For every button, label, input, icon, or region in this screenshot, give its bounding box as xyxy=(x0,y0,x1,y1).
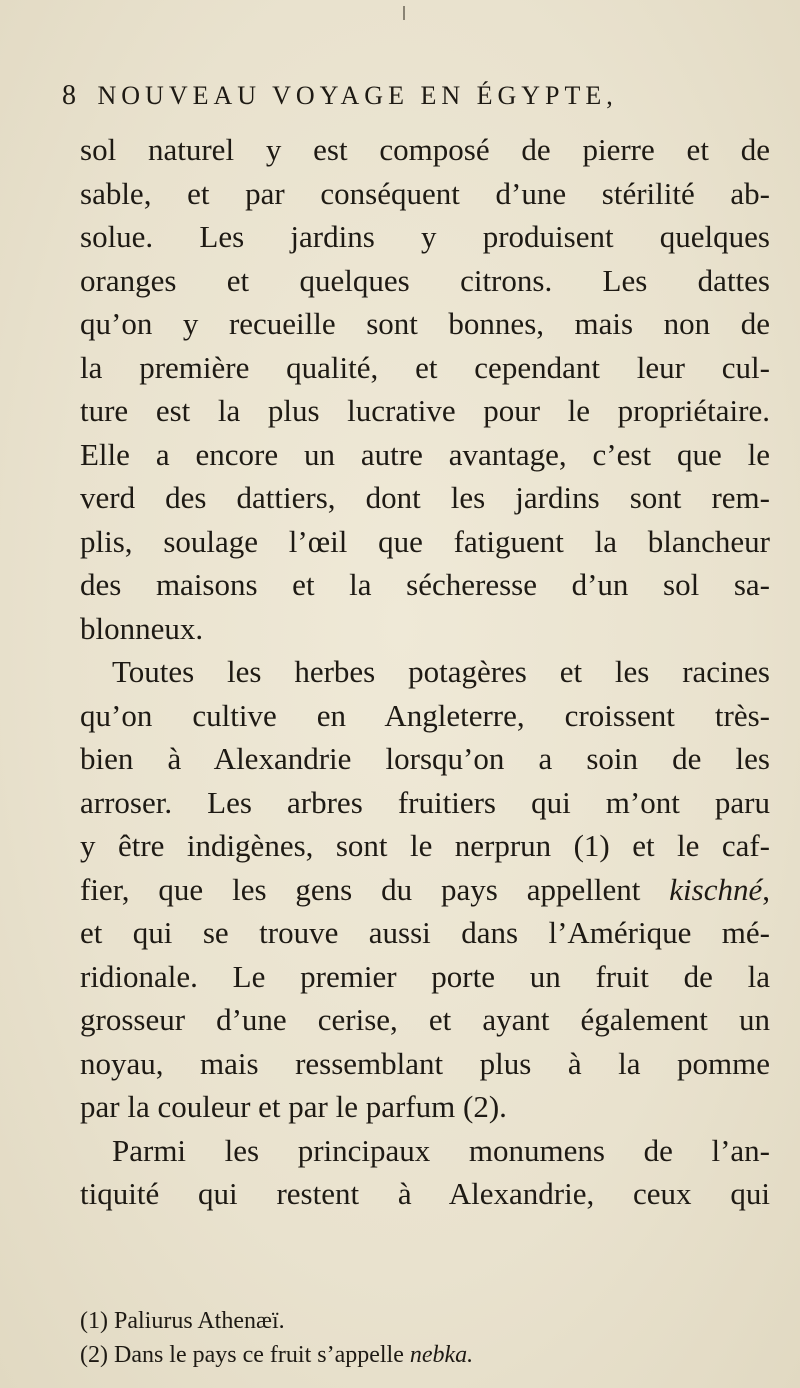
footnote-2 xyxy=(80,1338,770,1372)
text-line: Elle a encore un autre avantage, c’est que le xyxy=(80,436,770,472)
text-line: des maisons et la sécheresse d’un sol sa- xyxy=(80,567,770,602)
footnote-1 xyxy=(80,1304,770,1338)
text-line: sable, et par conséquent d’une stérilité ab- xyxy=(80,175,770,211)
text-line: plis, soulage l’œil que fatiguent la blancheur xyxy=(80,523,770,559)
text-line: solue. Les jardins y produisent quelques xyxy=(80,219,770,254)
text-line: arroser. Les arbres fruitiers qui m’ont paru xyxy=(80,784,770,820)
text-line: la première qualité, et cependant leur cul- xyxy=(80,349,770,385)
text-line: par la couleur et par le parfum (2). xyxy=(80,1089,507,1124)
running-title: NOUVEAU VOYAGE EN ÉGYPTE, xyxy=(97,81,618,110)
text-line: ture est la plus lucrative pour le propriétaire. xyxy=(80,393,770,428)
footnote-text: Dans le pays ce fruit s’appelle xyxy=(113,1342,404,1368)
footnote-mark: (2) xyxy=(80,1342,108,1368)
text-line: oranges et quelques citrons. Les dattes xyxy=(80,262,770,298)
text-segment: , xyxy=(762,871,770,907)
italic-term: kischné xyxy=(669,871,763,907)
text-line: grosseur d’une cerise, et ayant également un xyxy=(80,1002,770,1037)
text-line: Parmi les principaux monumens de l’an- xyxy=(112,1132,770,1168)
text-line-with-italic xyxy=(80,868,770,912)
footnotes xyxy=(80,1304,770,1372)
text-line: Toutes les herbes potagères et les racines xyxy=(112,654,770,689)
text-line: qu’on cultive en Angleterre, croissent très- xyxy=(80,697,770,733)
body-text xyxy=(80,128,770,1216)
running-head xyxy=(62,80,742,120)
text-line: verd des dattiers, dont les jardins sont rem- xyxy=(80,480,770,515)
text-line: tiquité qui restent à Alexandrie, ceux qui xyxy=(80,1176,770,1211)
text-line: blonneux. xyxy=(80,610,204,646)
text-line: noyau, mais ressemblant plus à la pomme xyxy=(80,1045,770,1081)
footnote-text: Paliurus Athenæï. xyxy=(113,1308,285,1334)
text-line: y être indigènes, sont le nerprun (1) et le caf- xyxy=(80,828,770,863)
page-number: 8 xyxy=(62,80,76,111)
text-segment: fier, que les gens du pays appellent xyxy=(80,871,641,907)
ink-speck xyxy=(403,6,405,20)
text-line: et qui se trouve aussi dans l’Amérique mé- xyxy=(80,915,770,950)
text-line: bien à Alexandrie lorsqu’on a soin de les xyxy=(80,741,770,776)
text-line: qu’on y recueille sont bonnes, mais non de xyxy=(80,306,770,341)
text-line: ridionale. Le premier porte un fruit de la xyxy=(80,958,770,994)
footnote-italic-term: nebka. xyxy=(409,1342,474,1368)
footnote-mark: (1) xyxy=(80,1308,108,1334)
text-line: sol naturel y est composé de pierre et de xyxy=(80,132,770,167)
